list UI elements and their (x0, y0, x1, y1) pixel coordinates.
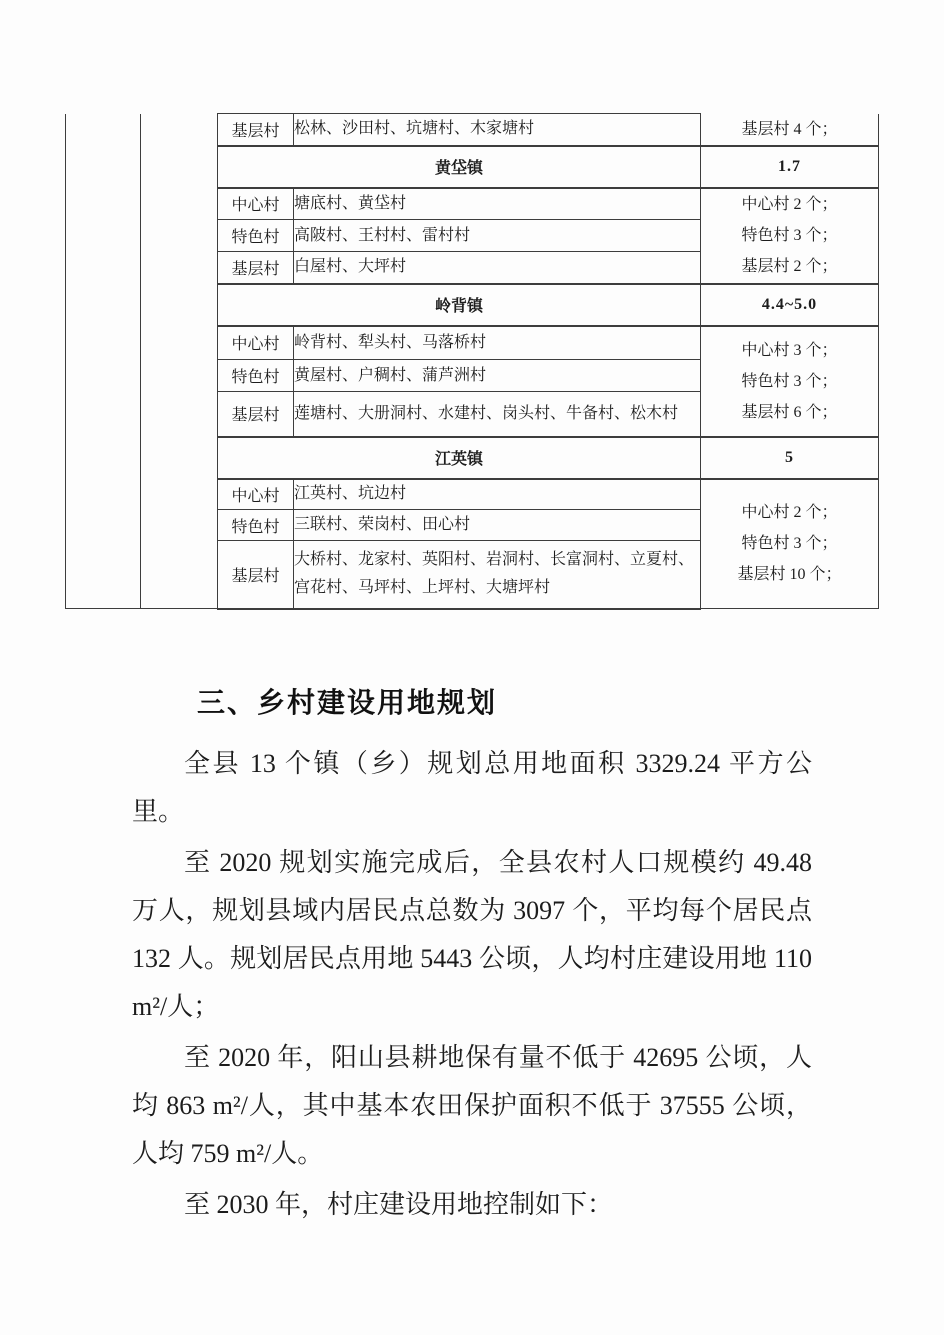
village-list-cell: 岭背村、犁头村、马落桥村 (294, 326, 701, 360)
table-left-column-2 (141, 114, 218, 609)
village-count-cell (701, 479, 879, 609)
town-name-cell: 黄垈镇 (218, 146, 701, 188)
town-value-cell: 1.7 (701, 146, 879, 188)
table-left-column-1 (66, 114, 141, 609)
count-line: 中心村 2 个； (741, 504, 838, 522)
count-line: 基层村 2 个； (741, 258, 838, 275)
village-list-cell: 塘底村、黄垈村 (294, 188, 701, 220)
village-type-cell: 中心村 (218, 479, 294, 510)
village-type-cell: 特色村 (218, 220, 294, 252)
count-line: 中心村 2 个； (741, 196, 838, 213)
count-line: 基层村 6 个； (741, 403, 838, 421)
count-line: 基层村 10 个； (737, 566, 842, 584)
body-paragraphs (132, 740, 812, 1232)
town-value-cell: 4.4~5.0 (701, 284, 879, 326)
town-name-cell: 岭背镇 (218, 284, 701, 326)
village-planning-table (65, 113, 879, 610)
village-list-cell: 黄屋村、户稠村、蒲芦洲村 (294, 360, 701, 392)
village-type-cell: 基层村 (218, 114, 294, 146)
village-list-cell: 松林、沙田村、坑塘村、木家塘村 (294, 114, 701, 146)
paragraph: 全县 13 个镇（乡）规划总用地面积 3329.24 平方公里。 (132, 749, 812, 826)
town-name-cell: 江英镇 (218, 437, 701, 479)
village-type-cell: 中心村 (218, 326, 294, 360)
village-type-cell: 特色村 (218, 360, 294, 392)
paragraph: 至 2020 年，阳山县耕地保有量不低于 42695 公顷，人均 863 m²/人，其中基本农田保护面积不低于 37555 公顷，人均 759 m²/人。 (132, 1043, 812, 1168)
count-line: 特色村 3 个； (741, 535, 838, 553)
village-type-cell: 基层村 (218, 541, 294, 609)
section-heading: 三、乡村建设用地规划 (197, 687, 498, 718)
village-list-cell: 江英村、坑边村 (294, 479, 701, 510)
village-list-cell: 大桥村、龙家村、英阳村、岩洞村、长富洞村、立夏村、宫花村、马坪村、上坪村、大塘坪村 (294, 541, 701, 609)
village-list-cell: 三联村、荣岗村、田心村 (294, 510, 701, 541)
village-count-cell: 基层村 4 个； (701, 114, 879, 146)
count-line: 特色村 3 个； (741, 227, 838, 244)
count-line: 特色村 3 个； (741, 372, 838, 390)
village-type-cell: 基层村 (218, 252, 294, 284)
village-count-cell (701, 188, 879, 284)
village-list-cell: 莲塘村、大册洞村、水建村、岗头村、牛备村、松木村 (294, 392, 701, 437)
paragraph: 至 2020 规划实施完成后，全县农村人口规模约 49.48 万人，规划县域内居民点总数为 3097 个，平均每个居民点 132 人。规划居民点用地 5443 公顷，人均村庄建设用地 110m²/人； (132, 848, 812, 1021)
village-list-cell: 白屋村、大坪村 (294, 252, 701, 284)
paragraph: 至 2030 年，村庄建设用地控制如下： (184, 1190, 614, 1219)
village-count-cell (701, 326, 879, 437)
village-type-cell: 基层村 (218, 392, 294, 437)
village-row (66, 114, 879, 146)
count-line: 中心村 3 个； (741, 341, 838, 359)
village-list-cell: 高陂村、王村村、雷村村 (294, 220, 701, 252)
village-type-cell: 特色村 (218, 510, 294, 541)
village-type-cell: 中心村 (218, 188, 294, 220)
town-value-cell: 5 (701, 437, 879, 479)
